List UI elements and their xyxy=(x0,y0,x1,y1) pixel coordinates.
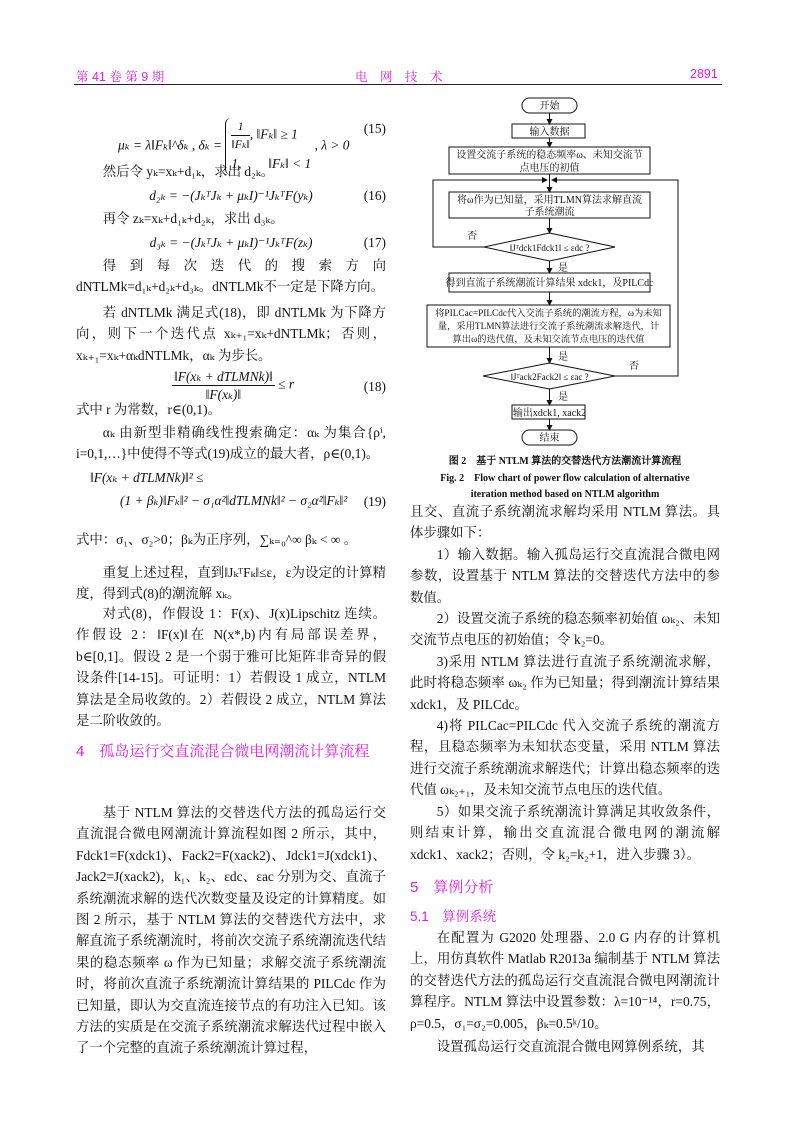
equation-expr: d₂ₖ = −(JₖᵀJₖ + μₖI)⁻¹JₖᵀF(yₖ) xyxy=(149,188,313,203)
yes-label: 是 xyxy=(558,352,568,363)
step-2: 2）设置交流子系统的稳态频率初始值 ωₖ₂、未知交流节点电压的初始值；令 k₂=0。 xyxy=(410,611,720,648)
paragraph: αₖ 由新型非精确线性搜索确定：αₖ 为集合{ρⁱ, i=0,1,…}中使得不等式(19)成立的最大者，ρ∈(0,1)。 xyxy=(76,425,386,462)
yes-label: 是 xyxy=(558,392,568,403)
eq19-line1: ‖F(xₖ + dTLMNk)‖² ≤ xyxy=(90,470,204,485)
journal-name: 电 网 技 术 xyxy=(355,70,443,84)
paragraph: 式中 r 为常数，r∈(0,1)。 xyxy=(76,402,221,417)
paragraph: 重复上述过程，直到‖JₖᵀFₖ‖≤ε，ε为设定的计算精度，得到式(8)的潮流解 xₖ。 xyxy=(76,565,386,602)
paragraph: 若 dNTLMk 满足式(18)，即 dNTLMk 为下降方向，则下一个迭代点 xₖ₊₁=xₖ+dNTLMk；否则，xₖ₊₁=xₖ+αₖdNTLMk，αₖ 为步长。 xyxy=(76,305,386,363)
dc-condition-label: ‖Jᵀdck1Fdck1‖ ≤ εdc ? xyxy=(509,243,590,253)
equation-number: (18) xyxy=(363,379,386,394)
eq19-line2: (1 + βₖ)‖Fₖ‖² − σ₁α²‖dTLMNk‖² − σ₂α²‖Fₖ‖² xyxy=(120,493,348,509)
paragraph: 且交、直流子系统潮流求解均采用 NTLM 算法。具体步骤如下： xyxy=(410,504,720,541)
dc-solve-label: 将ω作为已知量，采用TLMN算法求解直流 xyxy=(457,195,642,206)
eq15-case2: 1, ‖Fₖ‖ < 1 xyxy=(231,156,312,171)
eq18-denominator: ‖F(xₖ)‖ xyxy=(205,387,242,402)
subsection-heading-5-1: 5.1 算例系统 xyxy=(410,909,497,924)
ac-condition-label: ‖Jᵀack2Fack2‖ ≤ εac ? xyxy=(510,372,589,382)
flowchart-figure-2 xyxy=(0,0,793,510)
yes-label: 是 xyxy=(558,263,568,274)
eq15-frac-num: 1 xyxy=(231,118,249,136)
eq15-frac-den: ‖Fₖ‖ xyxy=(231,137,250,151)
equation-number: (15) xyxy=(363,121,386,136)
figure-caption-en: Fig. 2 Flow chart of power flow calculation of alternative xyxy=(440,473,690,484)
figure-caption-en: iteration method based on NTLM algorithm xyxy=(470,489,660,500)
ac-solve-label: 算出ω的迭代值，及未知交流节点电压的迭代值 xyxy=(452,335,645,345)
start-label: 开始 xyxy=(539,101,560,112)
init-label: 设置交流子系统的稳态频率ω、未知交流节 xyxy=(456,150,643,161)
section-heading-4: 4 孤岛运行交直流混合微电网潮流计算流程 xyxy=(76,743,370,760)
paragraph: 然后令 yₖ=xₖ+d₁ₖ，求出 d₂ₖ。 xyxy=(102,164,274,179)
paragraph: 在配置为 G2020 处理器、2.0 G 内存的计算机上，用仿真软件 Matlab R2013a 编制基于 NTLM 算法的交替迭代方法的孤岛运行交直流混合微电网潮流计算程序。NTLM 算法中设置参数：λ=10⁻¹⁴，r=0.75，ρ=0.5，σ₁=σ₂=0.005，βₖ=0.5ᵏ/10。 xyxy=(410,930,720,1031)
page-number: 2891 xyxy=(690,67,718,81)
paragraph: 再令 zₖ=xₖ+d₁ₖ+d₂ₖ，求出 d₃ₖ。 xyxy=(102,211,284,226)
eq18-rhs: ≤ r xyxy=(278,376,295,392)
paragraph: 设置孤岛运行交直流混合微电网算例系统，其 xyxy=(436,1039,705,1054)
output-label: 输出xdck1, xack2 xyxy=(512,408,587,419)
eq15-lhs: μₖ = λ‖Fₖ‖^δₖ , δₖ = xyxy=(118,137,223,153)
paragraph: 式中：σ₁、σ₂>0；βₖ为正序列，∑ₖ₌₀^∞ βₖ < ∞ 。 xyxy=(76,532,358,547)
eq15-cond1: , ‖Fₖ‖ ≥ 1 xyxy=(249,126,298,142)
eq18-numerator: ‖F(xₖ + dTLMNk)‖ xyxy=(174,369,273,384)
end-label: 结束 xyxy=(539,433,560,444)
figure-caption-cn: 图 2 基于 NTLM 算法的交替迭代方法潮流计算流程 xyxy=(448,456,682,467)
equation-number: (17) xyxy=(363,235,386,250)
dc-result-label: 得到直流子系统潮流计算结果 xdck1，及PILCdc xyxy=(445,278,654,289)
equation-number: (19) xyxy=(363,494,386,509)
eq15-rhs: , λ > 0 xyxy=(314,137,350,153)
no-label: 否 xyxy=(629,361,639,372)
section-heading-5: 5 算例分析 xyxy=(410,879,494,896)
paragraph: 对式(8)，作假设 1：F(x)、J(x)Lipschitz 连续。作假设 2：‖F(x)‖在 N(x*,b)内有局部误差界，b∈[0,1]。假设 2 是一个弱于雅可比矩阵非奇异的假设条件[14-15]。可证明：1）若假设 1 成立，NTLM 算法是全局收敛的。2）若假设 2 成立，NTLM 算法是二阶收敛的。 xyxy=(76,606,386,729)
ac-solve-label: 量，采用TLMN算法进行交流子系统潮流求解迭代，计 xyxy=(437,322,660,332)
step-3: 3)采用 NTLM 算法进行直流子系统潮流求解，此时将稳态频率 ωₖ₂ 作为已知量；得到潮流计算结果 xdck1，及 PILCdc。 xyxy=(410,653,720,712)
journal-issue: 第 41 卷 第 9 期 xyxy=(76,70,165,84)
step-4: 4)将 PILCac=PILCdc 代入交流子系统的潮流方程，且稳态频率为未知状态变量，采用 NTLM 算法进行交流子系统潮流求解迭代；计算出稳态频率的迭代值 ωₖ₂₊₁，及未知交流节点电压的迭代值。 xyxy=(410,718,720,798)
dc-solve-label: 子系统潮流 xyxy=(524,207,575,218)
no-label: 否 xyxy=(467,231,477,242)
input-label: 输入数据 xyxy=(529,127,570,138)
paragraph: 得到每次迭代的搜索方向 dNTLMk=d₁ₖ+d₂ₖ+d₃ₖ。dNTLMk不一定是下降方向。 xyxy=(76,258,386,295)
init-label: 点电压的初值 xyxy=(519,163,580,174)
ac-solve-label: 将PILCac=PILCdc代入交流子系统的潮流方程，ω为未知 xyxy=(435,309,662,319)
step-1: 1）输入数据。输入孤岛运行交直流混合微电网参数，设置基于 NTLM 算法的交替迭代方法中的参数值。 xyxy=(410,546,720,605)
step-5: 5）如果交流子系统潮流计算满足其收敛条件，则结束计算，输出交直流混合微电网的潮流解 xdck1、xack2；否则，令 k₂=k₂+1，进入步骤 3）。 xyxy=(410,803,720,862)
paragraph: 基于 NTLM 算法的交替迭代方法的孤岛运行交直流混合微电网潮流计算流程如图 2 所示，其中，Fdck1=F(xdck1)、Fack2=F(xack2)、Jdck1=J(xdck1)、Jack2=J(xack2)，k₁、k₂、εdc、εac 分别为交、直流子系统潮流求解的迭代次数变量及设定的计算精度。如图 2 所示，基于 NTLM 算法的交替迭代方法中，求解直流子系统潮流时，将前次交流子系统潮流迭代结果的稳态频率 ω 作为已知量；求解交流子系统潮流时，将前次直流子系统潮流计算结果的 PILCdc 作为已知量，即认为交直流连接节点的有功注入已知。该方法的实质是在交流子系统潮流求解迭代过程中嵌入了一个完整的直流子系统潮流计算过程， xyxy=(76,805,386,1056)
equation-number: (16) xyxy=(363,188,386,203)
equation-expr: d₃ₖ = −(JₖᵀJₖ + μₖI)⁻¹JₖᵀF(zₖ) xyxy=(149,235,313,250)
steps-block xyxy=(410,501,720,865)
